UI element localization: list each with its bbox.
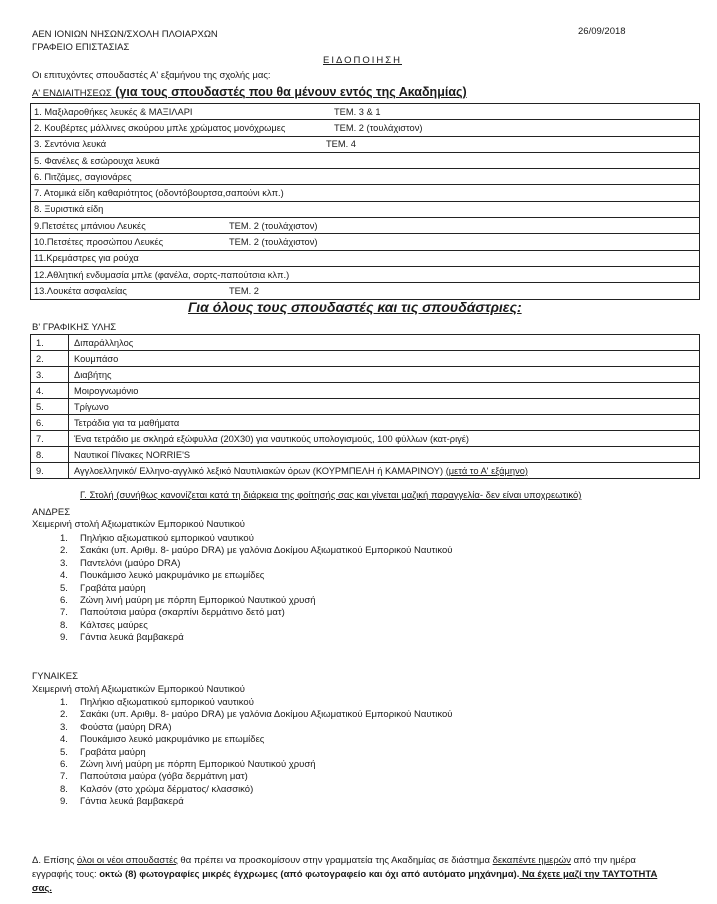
section-a-prefix: Α' ΕΝΔΙΑΙΤΗΣΕΩΣ — [32, 88, 112, 99]
section-a-item — [31, 120, 700, 136]
item-label: Κουμπάσο — [74, 353, 119, 364]
list-item-number: 5. — [60, 582, 68, 594]
item-label: 12.Αθλητική ενδυμασία μπλε (φανέλα, σορτς-παπούτσια κλπ.) — [34, 269, 290, 280]
section-d-id-note: Να έχετε μαζί την ΤΑΥΤΟΤΗΤΑ — [519, 869, 658, 880]
section-d-photos: οκτώ (8) φωτογραφίες μικρές έγχρωμες (από φωτογραφείο και όχι από αυτόματο μηχάνημα). — [99, 869, 520, 880]
section-b-row — [31, 367, 700, 383]
item-label: Ναυτικοί Πίνακες NORRIE'S — [74, 449, 191, 460]
section-b-row — [31, 415, 700, 431]
list-item-label: Ζώνη λινή μαύρη με πόρπη Εμπορικού Ναυτικού χρυσή — [80, 758, 316, 770]
list-item-label: Πηλήκιο αξιωματικού εμπορικού ναυτικού — [80, 533, 254, 544]
section-a-row — [31, 185, 700, 201]
list-item-label: Γάντια λευκά βαμβακερά — [80, 796, 184, 808]
list-item-number: 8. — [60, 619, 68, 631]
section-a-row — [31, 136, 700, 152]
section-a-row — [31, 283, 700, 299]
list-item — [60, 759, 453, 771]
list-item-number: 3. — [60, 557, 68, 569]
section-b-number: 2. — [31, 351, 69, 367]
item-label: Διπαράλληλος — [74, 337, 134, 348]
section-a-item — [31, 250, 700, 266]
list-item — [60, 784, 453, 796]
section-a-row — [31, 250, 700, 266]
list-item-number: 9. — [60, 796, 68, 808]
section-a-row — [31, 218, 700, 234]
list-item — [60, 771, 453, 783]
item-quantity: ΤΕΜ. 4 — [326, 139, 356, 150]
list-item-number: 4. — [60, 734, 68, 746]
section-a-item — [31, 104, 700, 120]
list-item-label: Πουκάμισο λευκό μακρυμάνικο με επωμίδες — [80, 570, 265, 582]
section-a-item — [31, 234, 700, 250]
section-c-heading: Γ. Στολή (συνήθως κανονίζεται κατά τη διάρκεια της φοίτησής σας και γίνεται μαζική παραγγελία- δεν είναι υποχρεωτικό) — [80, 490, 582, 501]
list-item — [60, 570, 453, 582]
list-item — [60, 697, 453, 709]
section-b-number: 4. — [31, 383, 69, 399]
list-item — [60, 607, 453, 619]
list-item-number: 2. — [60, 545, 68, 557]
section-a-item — [31, 169, 700, 185]
item-label: Τετράδια για τα μαθήματα — [74, 417, 180, 428]
list-item — [60, 595, 453, 607]
list-item-label: Ζώνη λινή μαύρη με πόρπη Εμπορικού Ναυτικού χρυσή — [80, 594, 316, 606]
list-item — [60, 620, 453, 632]
section-b-number: 8. — [31, 447, 69, 463]
section-a-row — [31, 234, 700, 250]
list-item-number: 6. — [60, 758, 68, 770]
section-b-number: 5. — [31, 399, 69, 415]
section-a-item — [31, 201, 700, 217]
list-item-label: Κάλτσες μαύρες — [80, 619, 148, 631]
section-d-line2 — [32, 869, 657, 880]
section-d-text: εγγραφής τους: — [32, 869, 100, 880]
section-d-deadline: δεκαπέντε ημερών — [492, 855, 571, 866]
section-a-row — [31, 266, 700, 282]
item-label: 8. Ξυριστικά είδη — [34, 204, 104, 215]
office-name: ΓΡΑΦΕΙΟ ΕΠΙΣΤΑΣΙΑΣ — [32, 42, 130, 53]
section-d-text: Δ. Επίσης — [32, 855, 77, 866]
list-item-label: Παντελόνι (μαύρο DRA) — [80, 557, 181, 569]
section-b-item — [69, 463, 700, 479]
section-a-item — [31, 283, 700, 299]
item-label: 11.Κρεμάστρες για ρούχα — [34, 253, 139, 264]
section-a-row — [31, 201, 700, 217]
section-b-number: 3. — [31, 367, 69, 383]
list-item-number: 1. — [60, 697, 68, 708]
section-a-item — [31, 218, 700, 234]
item-label: Διαβήτης — [74, 369, 112, 380]
section-b-row — [31, 399, 700, 415]
list-item-number: 1. — [60, 533, 68, 544]
section-a-item — [31, 152, 700, 168]
section-b-number: 9. — [31, 463, 69, 479]
list-item-number: 7. — [60, 607, 68, 619]
list-item — [60, 709, 453, 721]
section-a-title: (για τους σπουδαστές που θα μένουν εντός της Ακαδημίας) — [111, 85, 467, 99]
section-b-item — [69, 399, 700, 415]
document-date: 26/09/2018 — [578, 26, 626, 37]
section-d-line1 — [32, 855, 636, 866]
item-label: Αγγλοελληνικό/ Ελληνο-αγγλικό λεξικό Ναυτιλιακών όρων (ΚΟΥΡΜΠΕΛΗ ή ΚΑΜΑΡΙΝΟΥ) — [74, 465, 444, 476]
intro-text: Οι επιτυχόντες σπουδαστές Α' εξαμήνου της σχολής μας: — [32, 70, 271, 81]
men-subtitle: Χειμερινή στολή Αξιωματικών Εμπορικού Ναυτικού — [32, 519, 246, 530]
section-d-line3: σας. — [32, 883, 52, 894]
list-item — [60, 533, 453, 545]
section-b-item — [69, 335, 700, 351]
list-item-label: Γραβάτα μαύρη — [80, 746, 146, 758]
list-item-number: 6. — [60, 594, 68, 606]
list-item — [60, 747, 453, 759]
item-label: 7. Ατομικά είδη καθαριότητος (οδοντόβουρτσα,σαπούνι κλπ.) — [34, 188, 284, 199]
item-label: 13.Λουκέτα ασφαλείας — [34, 285, 127, 296]
section-b-item — [69, 383, 700, 399]
section-d-text: από την ημέρα — [570, 855, 636, 866]
list-item-number: 3. — [60, 721, 68, 733]
section-b-heading: Β' ΓΡΑΦΙΚΗΣ ΥΛΗΣ — [32, 322, 117, 333]
section-a-row — [31, 152, 700, 168]
section-b-item — [69, 367, 700, 383]
item-label: Μοιρογνωμόνιο — [74, 385, 139, 396]
org-name: ΑΕΝ ΙΟΝΙΩΝ ΝΗΣΩΝ/ΣΧΟΛΗ ΠΛΟΙΑΡΧΩΝ — [32, 29, 218, 40]
item-quantity: ΤΕΜ. 2 (τουλάχιστον) — [334, 122, 423, 133]
section-b-item — [69, 415, 700, 431]
section-a-heading — [32, 85, 467, 99]
all-students-heading: Για όλους τους σπουδαστές και τις σπουδάστριες: — [188, 299, 522, 315]
list-item — [60, 722, 453, 734]
section-b-number: 6. — [31, 415, 69, 431]
list-item-label: Καλσόν (στο χρώμα δέρματος/ κλασσικό) — [80, 783, 254, 795]
list-item — [60, 583, 453, 595]
section-a-row — [31, 104, 700, 120]
section-d-emphasis: όλοι οι νέοι σπουδαστές — [77, 855, 178, 866]
list-item-label: Σακάκι (υπ. Αριθμ. 8- μαύρο DRA) με γαλόνια Δοκίμου Αξιωματικού Εμπορικού Ναυτικού — [80, 545, 453, 557]
section-b-row — [31, 335, 700, 351]
section-a-row — [31, 120, 700, 136]
item-quantity: ΤΕΜ. 2 — [229, 285, 259, 296]
item-label: Ένα τετράδιο με σκληρά εξώφυλλα (20Χ30) για ναυτικούς υπολογισμούς, 100 φύλλων (κατ-ριγέ) — [74, 433, 470, 444]
section-d-text: θα πρέπει να προσκομίσουν στην γραμματεία της Ακαδημίας σε διάστημα — [177, 855, 493, 866]
item-label: 9.Πετσέτες μπάνιου Λευκές — [34, 220, 146, 231]
section-b-row — [31, 431, 700, 447]
section-b-item — [69, 351, 700, 367]
item-quantity: ΤΕΜ. 2 (τουλάχιστον) — [229, 237, 318, 248]
list-item-label: Πουκάμισο λευκό μακρυμάνικο με επωμίδες — [80, 734, 265, 746]
list-item-label: Παπούτσια μαύρα (σκαρπίνι δερμάτινο δετό ματ) — [80, 607, 285, 619]
item-label: 2. Κουβέρτες μάλλινες σκούρου μπλε χρώματος μονόχρωμες — [34, 122, 286, 133]
section-b-item — [69, 431, 700, 447]
list-item-label: Παπούτσια μαύρα (γόβα δερμάτινη ματ) — [80, 771, 248, 783]
section-b-number: 7. — [31, 431, 69, 447]
women-label: ΓΥΝΑΙΚΕΣ — [32, 671, 78, 682]
item-label: 1. Μαξιλαροθήκες λευκές & ΜΑΞΙΛΑΡΙ — [34, 106, 193, 117]
list-item-number: 7. — [60, 771, 68, 783]
item-quantity: ΤΕΜ. 3 & 1 — [334, 106, 381, 117]
item-label: 6. Πιτζάμες, σαγιονάρες — [34, 171, 132, 182]
section-b-number: 1. — [31, 335, 69, 351]
men-uniform-list — [60, 533, 453, 645]
list-item-label: Πηλήκιο αξιωματικού εμπορικού ναυτικού — [80, 697, 254, 708]
item-label: 10.Πετσέτες προσώπου Λευκές — [34, 237, 164, 248]
section-a-item — [31, 136, 700, 152]
section-b-table — [30, 334, 700, 479]
list-item-number: 2. — [60, 709, 68, 721]
list-item-number: 4. — [60, 570, 68, 582]
section-b-row — [31, 463, 700, 479]
list-item — [60, 796, 453, 808]
section-b-row — [31, 447, 700, 463]
list-item-label: Γραβάτα μαύρη — [80, 582, 146, 594]
section-a-table — [30, 103, 700, 300]
list-item-label: Φούστα (μαύρη DRA) — [80, 721, 172, 733]
list-item-number: 9. — [60, 632, 68, 644]
item-label: 5. Φανέλες & εσώρουχα λευκά — [34, 155, 160, 166]
item-note: (μετά το Α' εξάμηνο) — [445, 465, 528, 476]
item-quantity: ΤΕΜ. 2 (τουλάχιστον) — [229, 220, 318, 231]
women-subtitle: Χειμερινή στολή Αξιωματικών Εμπορικού Ναυτικού — [32, 684, 246, 695]
women-uniform-list — [60, 697, 453, 809]
list-item-number: 8. — [60, 783, 68, 795]
item-label: 3. Σεντόνια λευκά — [34, 139, 107, 150]
list-item-number: 5. — [60, 746, 68, 758]
document-title: ΕΙΔΟΠΟΙΗΣΗ — [323, 55, 402, 66]
list-item — [60, 558, 453, 570]
section-b-row — [31, 383, 700, 399]
men-label: ΑΝΔΡΕΣ — [32, 507, 71, 518]
list-item-label: Σακάκι (υπ. Αριθμ. 8- μαύρο DRA) με γαλόνια Δοκίμου Αξιωματικού Εμπορικού Ναυτικού — [80, 709, 453, 721]
list-item — [60, 545, 453, 557]
section-b-row — [31, 351, 700, 367]
section-b-item — [69, 447, 700, 463]
item-label: Τρίγωνο — [74, 401, 109, 412]
list-item-label: Γάντια λευκά βαμβακερά — [80, 632, 184, 644]
list-item — [60, 632, 453, 644]
list-item — [60, 734, 453, 746]
section-a-item — [31, 185, 700, 201]
section-a-item — [31, 266, 700, 282]
section-a-row — [31, 169, 700, 185]
